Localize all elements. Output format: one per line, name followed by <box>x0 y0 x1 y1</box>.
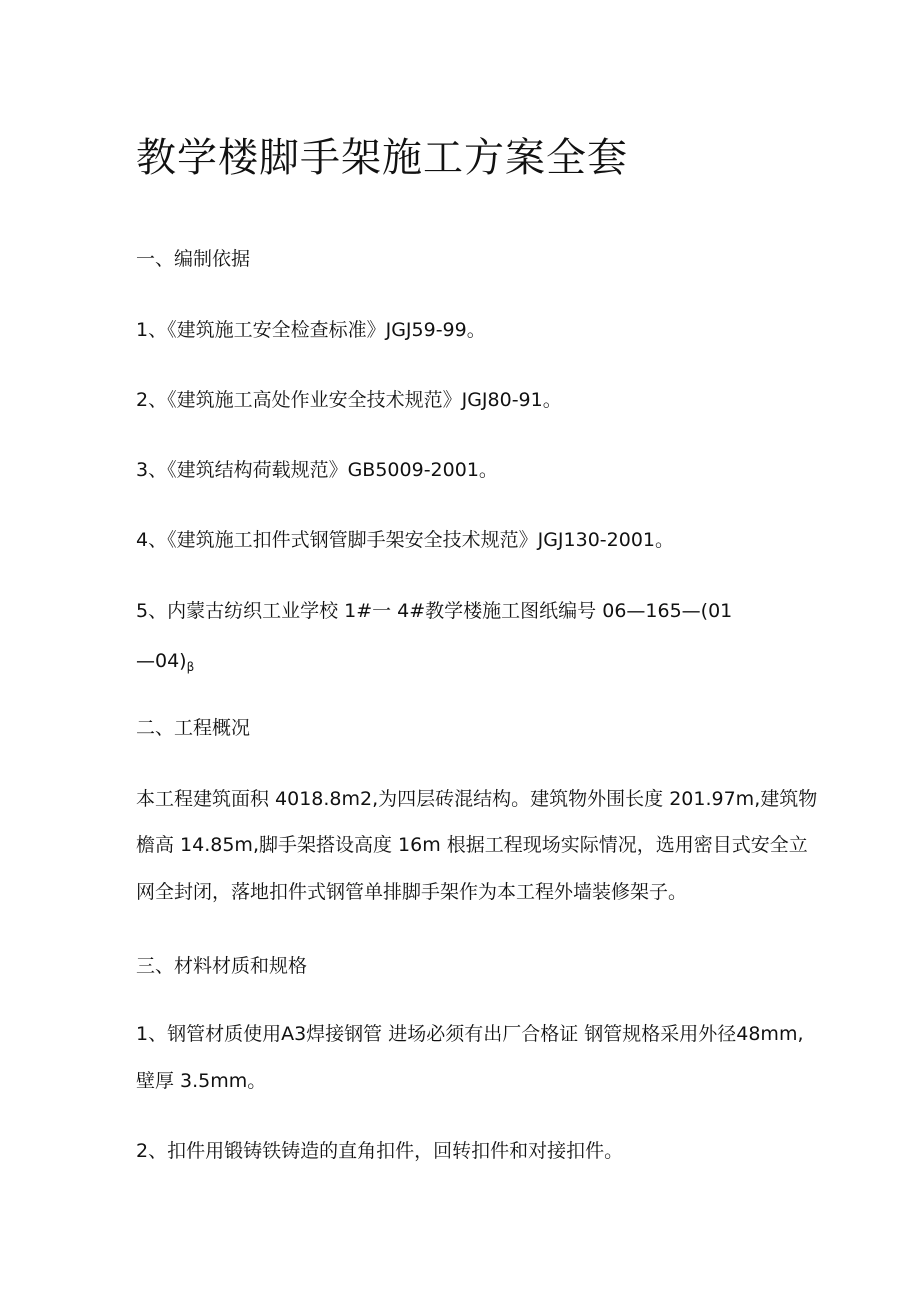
material-item-1-line-1: 1、钢管材质使用A3焊接钢管 进场必须有出厂合格证 钢管规格采用外径48mm, <box>136 1023 804 1045</box>
reference-item-2: 2、《建筑施工高处作业安全技术规范》JGJ80-91。 <box>136 389 562 411</box>
reference-item-5-line-2 <box>136 649 194 679</box>
document-title: 教学楼脚手架施工方案全套 <box>136 135 628 181</box>
overview-paragraph-line-3: 网全封闭，落地扣件式钢管单排脚手架作为本工程外墙装修架子。 <box>136 881 688 903</box>
overview-paragraph-line-1: 本工程建筑面积 4018.8m2,为四层砖混结构。建筑物外围长度 201.97m,建筑物 <box>136 788 818 810</box>
material-item-2: 2、扣件用锻铸铁铸造的直角扣件，回转扣件和对接扣件。 <box>136 1140 624 1162</box>
overview-paragraph-line-2: 檐高 14.85m,脚手架搭设高度 16m 根据工程现场实际情况，选用密目式安全立 <box>136 834 808 856</box>
reference-item-3: 3、《建筑结构荷载规范》GB5009-2001。 <box>136 459 498 481</box>
material-item-1-line-2: 壁厚 3.5mm。 <box>136 1070 267 1092</box>
reference-item-5-line-1: 5、内蒙古纺织工业学校 1#一 4#教学楼施工图纸编号 06—165—(01 <box>136 600 733 622</box>
reference-item-4: 4、《建筑施工扣件式钢管脚手架安全技术规范》JGJ130-2001。 <box>136 529 674 551</box>
section-heading-materials: 三、材料材质和规格 <box>136 955 308 977</box>
section-heading-overview: 二、工程概况 <box>136 717 251 739</box>
reference-item-5-text: —04) <box>136 650 187 672</box>
reference-item-5-suffix: β <box>186 660 195 674</box>
section-heading-basis: 一、编制依据 <box>136 248 251 270</box>
reference-item-1: 1、《建筑施工安全检查标准》JGJ59-99。 <box>136 319 486 341</box>
